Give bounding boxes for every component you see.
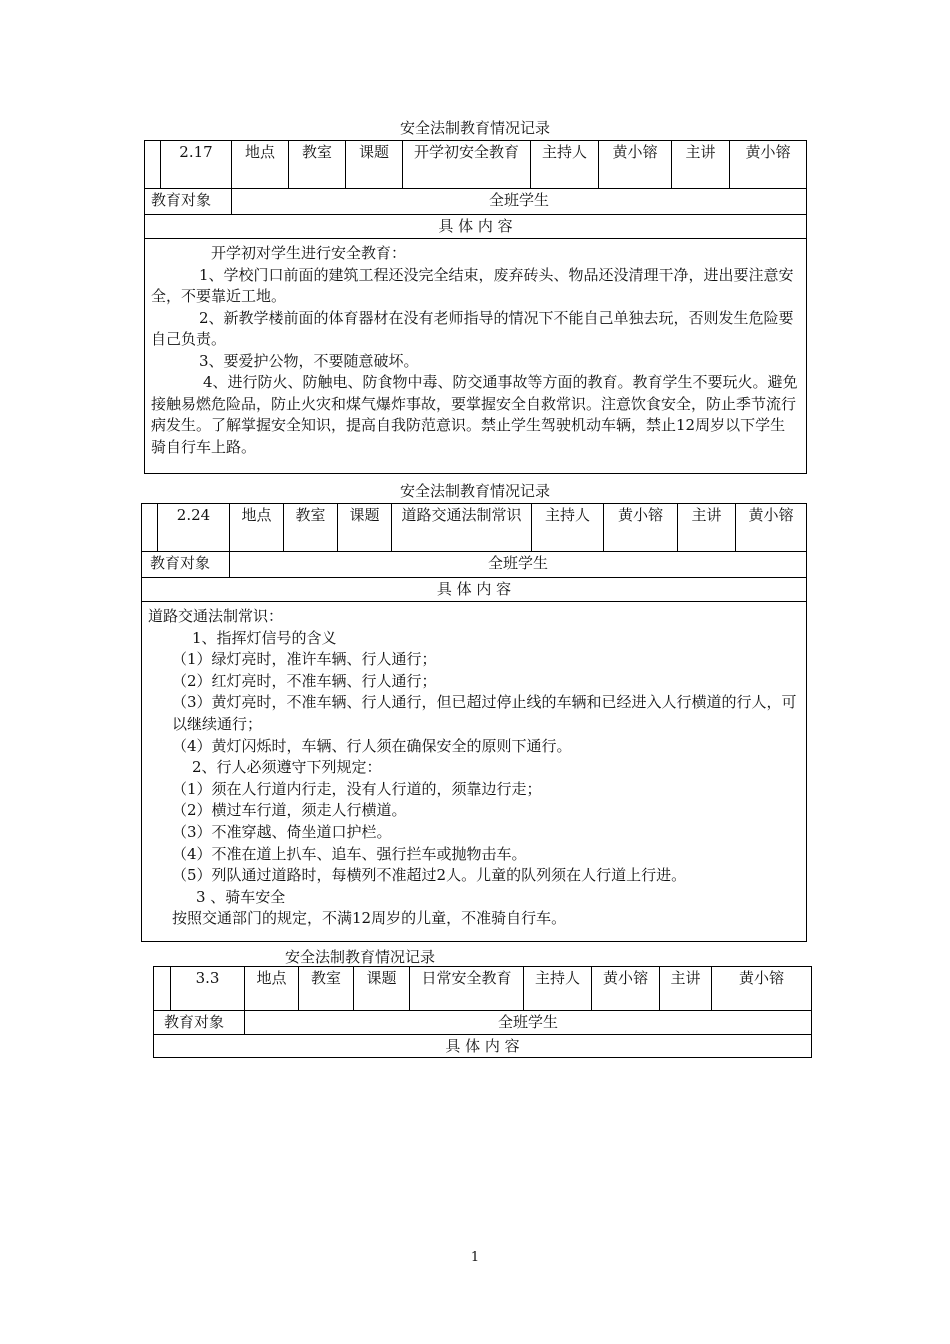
content-line: 道路交通法制常识： (148, 607, 284, 625)
audience-label: 教育对象 (142, 552, 230, 578)
blank-cell (142, 504, 158, 552)
content-line: （4）黄灯闪烁时，车辆、行人须在确保安全的原则下通行。 (172, 736, 572, 755)
content-body (145, 239, 807, 474)
content-line: （2）横过车行道，须走人行横道。 (172, 801, 407, 820)
place-label: 地点 (230, 504, 284, 552)
content-line: （2）红灯亮时，不准车辆、行人通行； (172, 671, 437, 690)
speaker-label: 主讲 (672, 141, 730, 189)
content-line: （3）不准穿越、倚坐道口护栏。 (172, 822, 392, 841)
host-label: 主持人 (531, 141, 599, 189)
audience-label: 教育对象 (145, 189, 232, 215)
content-line: （1）须在人行道内行走，没有人行道的，须靠边行走； (172, 779, 542, 798)
blank-cell (154, 967, 171, 1011)
record-table (141, 503, 807, 942)
content-line: 2、新教学楼前面的体育器材在没有老师指导的情况下不能自己单独去玩，否则发生危险要自己负责。 (151, 308, 794, 348)
speaker-value: 黄小镕 (712, 967, 812, 1011)
content-line: 按照交通部门的规定，不满12周岁的儿童，不准骑自行车。 (172, 909, 567, 928)
place-value: 教室 (289, 141, 346, 189)
speaker-label: 主讲 (678, 504, 736, 552)
content-line: 2、行人必须遵守下列规定： (192, 758, 382, 777)
audience-value: 全班学生 (232, 189, 807, 215)
blank-cell (145, 141, 161, 189)
topic-label: 课题 (354, 967, 410, 1011)
speaker-value: 黄小镕 (730, 141, 807, 189)
content-line: 开学初对学生进行安全教育： (211, 244, 407, 262)
content-header: 具 体 内 容 (142, 578, 807, 602)
topic-label: 课题 (346, 141, 403, 189)
host-value: 黄小镕 (604, 504, 678, 552)
date-cell: 2.17 (161, 141, 232, 189)
place-value: 教室 (284, 504, 338, 552)
audience-label: 教育对象 (154, 1011, 245, 1035)
topic-label: 课题 (338, 504, 392, 552)
content-header: 具 体 内 容 (154, 1035, 812, 1058)
place-value: 教室 (299, 967, 354, 1011)
date-cell: 3.3 (171, 967, 245, 1011)
content-line: （1）绿灯亮时，准许车辆、行人通行； (172, 650, 437, 669)
host-label: 主持人 (524, 967, 592, 1011)
host-label: 主持人 (532, 504, 604, 552)
audience-value: 全班学生 (230, 552, 807, 578)
record-table (144, 140, 807, 474)
host-value: 黄小镕 (592, 967, 660, 1011)
content-line: （4）不准在道上扒车、追车、强行拦车或抛物击车。 (172, 844, 527, 863)
content-line: （3）黄灯亮时，不准车辆、行人通行，但已超过停止线的车辆和已经进入人行横道的行人，可以继续通行； (172, 693, 797, 733)
record-title: 安全法制教育情况记录 (399, 482, 550, 500)
date-cell: 2.24 (158, 504, 230, 552)
record-title: 安全法制教育情况记录 (399, 119, 550, 137)
record-table (153, 966, 812, 1058)
content-line: 3、要爱护公物，不要随意破坏。 (199, 351, 419, 370)
content-header: 具 体 内 容 (145, 215, 807, 239)
record-title: 安全法制教育情况记录 (284, 948, 435, 966)
content-line: 3 、骑车安全 (196, 887, 286, 906)
audience-value: 全班学生 (245, 1011, 812, 1035)
speaker-label: 主讲 (660, 967, 712, 1011)
page-number: 1 (470, 1250, 480, 1265)
content-line: 1、指挥灯信号的含义 (192, 628, 337, 647)
topic-value: 日常安全教育 (410, 967, 524, 1011)
host-value: 黄小镕 (599, 141, 672, 189)
place-label: 地点 (245, 967, 299, 1011)
content-line: 4、进行防火、防触电、防食物中毒、防交通事故等方面的教育。教育学生不要玩火。避免接触易燃危险品，防止火灾和煤气爆炸事故，要掌握安全自救常识。注意饮食安全，防止季节流行病发生。了解掌握安全知识，提高自我防范意识。禁止学生驾驶机动车辆，禁止12周岁以下学生骑自行车上路。 (151, 373, 798, 456)
content-line: 1、学校门口前面的建筑工程还没完全结束，废弃砖头、物品还没清理干净，进出要注意安全，不要靠近工地。 (151, 265, 794, 305)
topic-value: 开学初安全教育 (403, 141, 531, 189)
content-body (142, 602, 807, 942)
content-line: （5）列队通过道路时，每横列不准超过2人。儿童的队列须在人行道上行进。 (172, 866, 687, 885)
place-label: 地点 (232, 141, 289, 189)
speaker-value: 黄小镕 (736, 504, 807, 552)
topic-value: 道路交通法制常识 (392, 504, 532, 552)
